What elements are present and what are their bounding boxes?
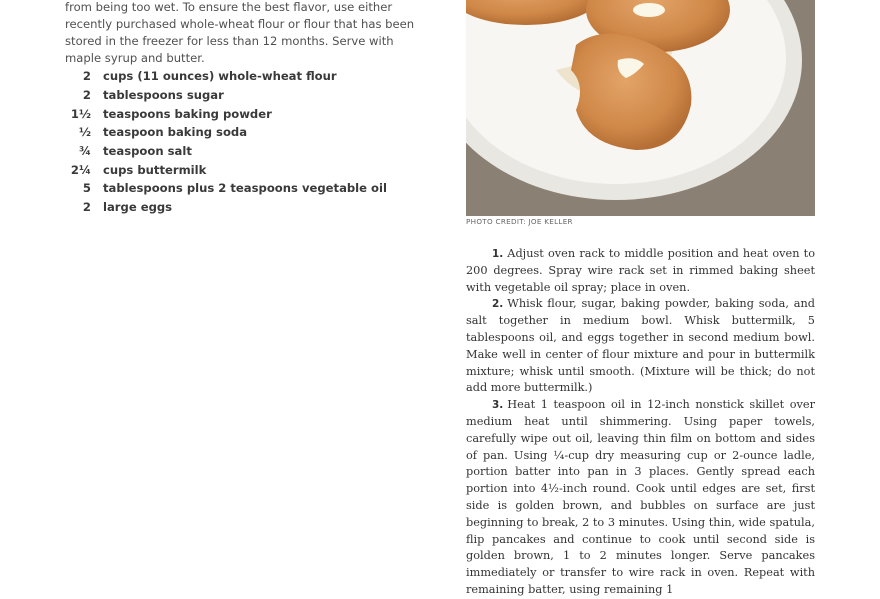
- ingredient-qty: 2: [82, 88, 91, 103]
- ingredient-name: teaspoon salt: [103, 144, 192, 159]
- step: [466, 296, 815, 397]
- ingredient-row: [65, 123, 435, 142]
- ingredient-name: cups buttermilk: [103, 162, 207, 177]
- pancake-photo: [466, 0, 815, 216]
- ingredient-qty: ½: [78, 125, 91, 140]
- ingredient-row: [65, 179, 435, 198]
- ingredient-qty: 1½: [70, 106, 91, 121]
- ingredient-qty: 5: [82, 181, 91, 196]
- ingredient-row: [65, 142, 435, 161]
- ingredient-row: [65, 86, 435, 105]
- step-text: Whisk flour, sugar, baking powder, baking soda, and salt together in medium bowl. Whisk buttermilk, 5 tablespoons oil, and eggs together in second medium bowl. Make well in center of flour mixture and pour in buttermilk mixture; whisk until smooth. (Mixture will be thick; do not add more buttermilk.): [466, 297, 815, 395]
- recipe-steps: [466, 246, 815, 599]
- pancake-illustration: [466, 0, 815, 216]
- step-number: 3.: [492, 399, 504, 412]
- intro-text: from being too wet. To ensure the best flavor, use either recently purchased whole-wheat flour or flour that has been stored in the freezer for less than 12 months. Serve with maple syrup and butter.: [65, 0, 415, 65]
- ingredient-list: [65, 67, 435, 217]
- step-text: Heat 1 teaspoon oil in 12-inch nonstick skillet over medium heat until shimmering. Using paper towels, carefully wipe out oil, leaving thin film on bottom and sides of pan. Using ¼-cup dry measuring cup or 2-ounce ladle, portion batter into pan in 3 places. Gently spread each portion into 4½-inch round. Cook until edges are set, first side is golden brown, and bubbles on surface are just beginning to break, 2 to 3 minutes. Using thin, wide spatula, flip pancakes and continue to cook until second side is golden brown, 1 to 2 minutes longer. Serve pancakes immediately or transfer to wire rack in oven. Repeat with remaining batter, using remaining 1: [466, 398, 815, 596]
- ingredient-row: [65, 160, 435, 179]
- ingredient-qty: 2: [82, 200, 91, 215]
- ingredient-qty: 2: [82, 69, 91, 84]
- ingredient-row: [65, 198, 435, 217]
- photo-credit: PHOTO CREDIT: JOE KELLER: [466, 217, 573, 226]
- step-number: 1.: [492, 248, 504, 260]
- step-text: Adjust oven rack to middle position and heat oven to 200 degrees. Spray wire rack set in rimmed baking sheet with vegetable oil spray; place in oven.: [466, 247, 815, 294]
- ingredient-name: teaspoon baking soda: [103, 125, 248, 140]
- butter-pat: [633, 3, 665, 17]
- ingredient-name: cups (11 ounces) whole-wheat flour: [103, 69, 337, 84]
- ingredient-name: tablespoons plus 2 teaspoons vegetable oil: [103, 181, 387, 196]
- ingredient-qty: 2¼: [70, 162, 91, 177]
- ingredient-name: teaspoons baking powder: [103, 106, 272, 121]
- ingredient-name: large eggs: [103, 200, 173, 215]
- step: [466, 246, 815, 296]
- ingredient-qty: ¾: [78, 144, 91, 159]
- recipe-intro: [65, 0, 425, 67]
- ingredient-row: [65, 67, 435, 86]
- ingredient-row: [65, 104, 435, 123]
- step: [466, 397, 815, 599]
- step-number: 2.: [492, 298, 504, 311]
- ingredient-name: tablespoons sugar: [103, 88, 224, 103]
